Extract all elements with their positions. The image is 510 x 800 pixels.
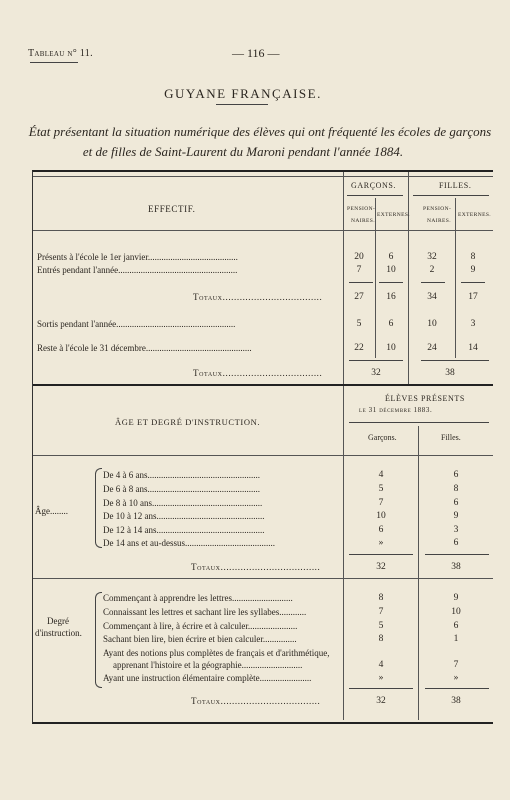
cell-value: 8 bbox=[378, 634, 384, 644]
age-group-label: Âge........ bbox=[35, 506, 68, 516]
garcons-header: GARÇONS. bbox=[351, 181, 397, 190]
cell-value: 32 bbox=[427, 252, 437, 262]
sum-rule bbox=[349, 282, 373, 283]
header-flourish bbox=[30, 62, 78, 65]
sum-rule bbox=[421, 282, 445, 283]
caption-line-2: et de filles de Saint-Laurent du Maroni pendant l'année 1884. bbox=[82, 144, 404, 159]
title-rule bbox=[216, 104, 268, 105]
cell-value: 3 bbox=[470, 319, 476, 329]
statistics-table bbox=[32, 170, 493, 724]
filles-col-header: Filles. bbox=[441, 433, 461, 442]
section-divider bbox=[33, 578, 493, 579]
row-label: Présents à l'école le 1er janvier........................................ bbox=[37, 252, 238, 262]
cell-value: 24 bbox=[427, 343, 437, 353]
cell-value: 27 bbox=[354, 292, 364, 302]
sum-rule bbox=[425, 688, 489, 689]
cell-value: 9 bbox=[453, 511, 459, 521]
header-bottom-rule bbox=[33, 230, 493, 231]
row-label: De 4 à 6 ans.................................................. bbox=[103, 470, 260, 480]
col-divider bbox=[375, 198, 376, 358]
degree-group-label: d'instruction. bbox=[35, 628, 82, 638]
cell-value: 10 bbox=[376, 511, 386, 521]
header-rule bbox=[33, 176, 493, 177]
cell-value: 7 bbox=[378, 498, 384, 508]
section-divider bbox=[33, 384, 493, 386]
row-label: Commençant à lire, à écrire et à calculer...................... bbox=[103, 621, 298, 631]
col-pension-label: NAIRES. bbox=[427, 218, 452, 224]
col-pension-label: NAIRES. bbox=[351, 218, 376, 224]
cell-value: 14 bbox=[468, 343, 478, 353]
cell-value: 10 bbox=[386, 265, 396, 275]
cell-value: 6 bbox=[388, 319, 394, 329]
present-header: ÉLÈVES PRÉSENTS bbox=[385, 394, 465, 403]
cell-value: 5 bbox=[378, 484, 384, 494]
row-label: Entrés pendant l'année..................................................... bbox=[37, 265, 238, 275]
cell-value: 7 bbox=[378, 607, 384, 617]
cell-value: 8 bbox=[378, 593, 384, 603]
cell-value: 8 bbox=[453, 484, 459, 494]
cell-value: 10 bbox=[386, 343, 396, 353]
age-degree-header: ÂGE ET DEGRÉ D'INSTRUCTION. bbox=[115, 417, 261, 427]
cell-value: 6 bbox=[453, 538, 459, 548]
col-divider bbox=[408, 172, 409, 384]
cell-value: 32 bbox=[371, 368, 381, 378]
col-pension-label: PENSION- bbox=[423, 206, 452, 212]
filles-header: FILLES. bbox=[439, 181, 472, 190]
sum-rule bbox=[349, 688, 413, 689]
row-label: Ayant une instruction élémentaire complète....................... bbox=[103, 673, 312, 683]
row-label: De 10 à 12 ans................................................ bbox=[103, 511, 265, 521]
cell-value: 3 bbox=[453, 525, 459, 535]
grand-totals-label: Totaux................................... bbox=[193, 368, 323, 378]
cell-value: 20 bbox=[354, 252, 364, 262]
col-divider bbox=[455, 198, 456, 358]
row-label: Sortis pendant l'année..................................................... bbox=[37, 319, 236, 329]
row-label: Connaissant les lettres et sachant lire les syllabes............ bbox=[103, 607, 307, 617]
row-label-cont: apprenant l'histoire et la géographie........................... bbox=[113, 660, 303, 670]
col-divider bbox=[418, 426, 419, 720]
present-date-header: le 31 décembre 1883. bbox=[359, 406, 433, 414]
sum-rule bbox=[379, 282, 403, 283]
cell-value: 7 bbox=[453, 660, 459, 670]
cell-value: 38 bbox=[451, 562, 461, 572]
cell-value: 38 bbox=[445, 368, 455, 378]
brace bbox=[95, 468, 102, 548]
sum-rule bbox=[349, 360, 403, 361]
cell-value: 10 bbox=[451, 607, 461, 617]
cell-value: 8 bbox=[470, 252, 476, 262]
header-underline bbox=[347, 195, 403, 196]
cell-value: 6 bbox=[378, 525, 384, 535]
effectif-header: EFFECTIF. bbox=[148, 204, 196, 214]
sum-rule bbox=[421, 360, 489, 361]
cell-value: 32 bbox=[376, 562, 386, 572]
degree-totals-label: Totaux................................... bbox=[191, 696, 321, 706]
cell-value: 4 bbox=[378, 470, 384, 480]
caption-line-1: État présentant la situation numérique des élèves qui ont fréquenté les écoles de garçons bbox=[28, 124, 492, 139]
garcons-col-header: Garçons. bbox=[368, 433, 397, 442]
page-title: GUYANE FRANÇAISE. bbox=[164, 86, 322, 101]
sum-rule bbox=[461, 282, 485, 283]
brace bbox=[95, 592, 102, 688]
cell-value: 17 bbox=[468, 292, 478, 302]
cell-value: » bbox=[378, 538, 384, 548]
cell-value: 6 bbox=[453, 470, 459, 480]
sum-rule bbox=[349, 554, 413, 555]
totals-label: Totaux................................... bbox=[193, 292, 323, 302]
cell-value: 6 bbox=[453, 621, 459, 631]
col-externes-label: EXTERNES. bbox=[458, 212, 492, 218]
header-bottom-rule bbox=[33, 455, 493, 456]
cell-value: 16 bbox=[386, 292, 396, 302]
col-divider bbox=[343, 386, 344, 720]
row-label: Sachant bien lire, bien écrire et bien calculer............... bbox=[103, 634, 297, 644]
cell-value: » bbox=[378, 673, 384, 683]
cell-value: 2 bbox=[429, 265, 435, 275]
cell-value: 7 bbox=[356, 265, 362, 275]
row-label: Reste à l'école le 31 décembre............................................... bbox=[37, 343, 252, 353]
cell-value: 32 bbox=[376, 696, 386, 706]
cell-value: 1 bbox=[453, 634, 459, 644]
degree-group-label: Degré bbox=[47, 616, 69, 626]
row-label: De 6 à 8 ans.................................................. bbox=[103, 484, 260, 494]
cell-value: » bbox=[453, 673, 459, 683]
col-externes-label: EXTERNES. bbox=[377, 212, 411, 218]
cell-value: 5 bbox=[378, 621, 384, 631]
table-reference: Tableau n° 11. bbox=[28, 48, 93, 59]
row-label: De 12 à 14 ans................................................ bbox=[103, 525, 265, 535]
cell-value: 4 bbox=[378, 660, 384, 670]
age-totals-label: Totaux................................... bbox=[191, 562, 321, 572]
header-underline bbox=[413, 195, 489, 196]
page-number: — 116 — bbox=[232, 46, 280, 60]
row-label: Ayant des notions plus complètes de français et d'arithmétique, bbox=[103, 648, 330, 658]
cell-value: 5 bbox=[356, 319, 362, 329]
cell-value: 6 bbox=[388, 252, 394, 262]
header-underline bbox=[349, 422, 489, 423]
cell-value: 6 bbox=[453, 498, 459, 508]
col-pension-label: PENSION- bbox=[347, 206, 376, 212]
row-label: De 8 à 10 ans................................................. bbox=[103, 498, 263, 508]
sum-rule bbox=[425, 554, 489, 555]
cell-value: 9 bbox=[453, 593, 459, 603]
cell-value: 22 bbox=[354, 343, 364, 353]
row-label: Commençant à apprendre les lettres........................... bbox=[103, 593, 293, 603]
cell-value: 34 bbox=[427, 292, 437, 302]
cell-value: 10 bbox=[427, 319, 437, 329]
row-label: De 14 ans et au-dessus........................................ bbox=[103, 538, 275, 548]
cell-value: 9 bbox=[470, 265, 476, 275]
cell-value: 38 bbox=[451, 696, 461, 706]
